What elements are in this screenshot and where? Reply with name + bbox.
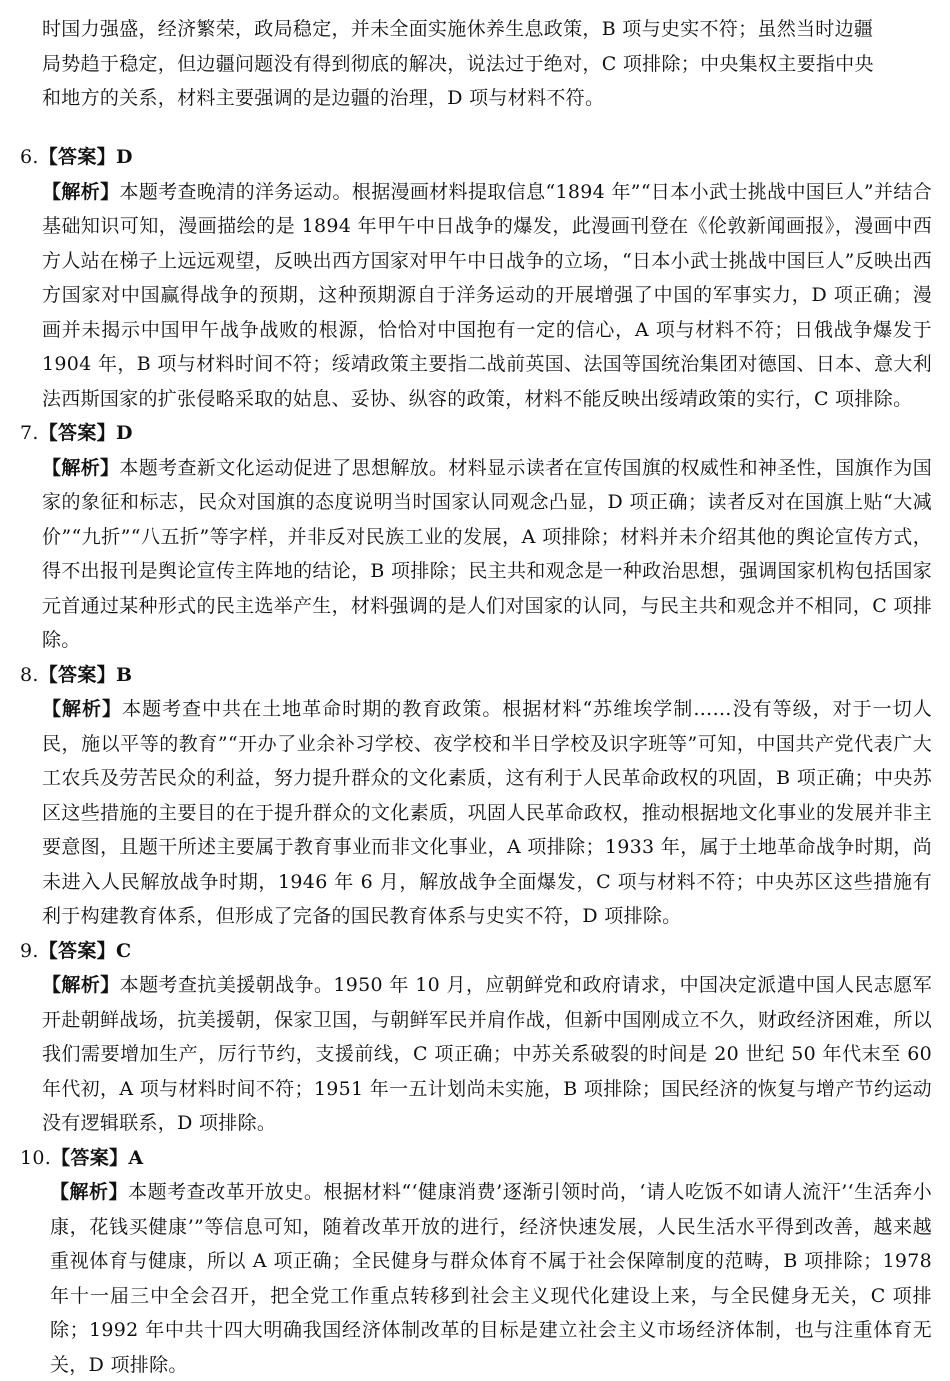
answer-line	[20, 658, 932, 693]
answer-label: 【答案】	[38, 663, 116, 686]
answer-item-10	[20, 1141, 932, 1381]
explanation-text: 本题考查抗美援朝战争。1950 年 10 月，应朝鲜党和政府请求，中国决定派遣中国人民志愿军开赴朝鲜战场，抗美援朝，保家卫国，与朝鲜军民并肩作战，但新中国刚成立不久，财政经济困难，所以我们需要增加生产，厉行节约，支援前线，C 项正确；中苏关系破裂的时间是 20 世纪 50 年代末至 60 年代初，A 项与材料时间不符；1951 年一五计划尚未实施，B 项排除；国民经济的恢复与增产节约运动没有逻辑联系，D 项排除。	[42, 974, 933, 1134]
fragment-line: 局势趋于稳定，但边疆问题没有得到彻底的解决，说法过于绝对，C 项排除；中央集权主要指中央	[42, 52, 874, 75]
explanation	[42, 451, 932, 658]
answer-label: 【答案】	[38, 939, 116, 962]
explanation-label: 【解析】	[42, 974, 120, 996]
explanation	[42, 175, 932, 417]
answer-item-8	[20, 658, 932, 934]
answer-label: 【答案】	[38, 422, 116, 444]
question-number: 6.	[20, 146, 39, 168]
question-number: 9.	[20, 939, 39, 962]
answer-value: D	[115, 422, 133, 444]
explanation-text: 本题考查改革开放史。根据材料“‘健康消费’逐渐引领时尚，‘请人吃饭不如请人流汗’‘生活奔小康，花钱买健康’”等信息可知，随着改革开放的进行，经济快速发展，人民生活水平得到改善，越来越重视体育与健康，所以 A 项正确；全民健身与群众体育不属于社会保障制度的范畴，B 项排除；1978 年十一届三中全会召开，把全党工作重点转移到社会主义现代化建设上来，与全民健身无关，C 项排除；1992 年中共十四大明确我国经济体制改革的目标是建立社会主义市场经济体制，也与注重体育无关，D 项排除。	[50, 1181, 932, 1376]
explanation-label: 【解析】	[42, 698, 123, 720]
explanation-text: 本题考查中共在土地革命时期的教育政策。根据材料“苏维埃学制……没有等级，对于一切人民，施以平等的教育”“开办了业余补习学校、夜学校和半日学校及识字班等”可知，中国共产党代表广大工农兵及劳苦民众的利益，努力提升群众的文化素质，这有利于人民革命政权的巩固，B 项正确；中央苏区这些措施的主要目的在于提升群众的文化素质，巩固人民革命政权，推动根据地文化事业的发展并非主要意图，且题干所述主要属于教育事业而非文化事业，A 项排除；1933 年，属于土地革命战争时期，尚未进入人民解放战争时期，1946 年 6 月，解放战争全面爆发，C 项与材料不符；中央苏区这些措施有利于构建教育体系，但形成了完备的国民教育体系与史实不符，D 项排除。	[42, 698, 933, 927]
question-number: 10.	[20, 1146, 52, 1169]
explanation-label: 【解析】	[50, 1181, 129, 1203]
explanation	[50, 1175, 932, 1381]
explanation	[42, 692, 932, 934]
answer-value: D	[115, 146, 133, 168]
explanation-label: 【解析】	[42, 180, 120, 203]
answer-label: 【答案】	[38, 146, 116, 168]
fragment-line: 和地方的关系，材料主要强调的是边疆的治理，D 项与材料不符。	[42, 87, 605, 109]
answer-value: C	[115, 939, 132, 962]
answer-list	[20, 140, 932, 1381]
previous-item-fragment	[42, 18, 930, 116]
answer-line	[20, 416, 932, 451]
question-number: 7.	[20, 422, 39, 444]
explanation-text: 本题考查新文化运动促进了思想解放。材料显示读者在宣传国旗的权威性和神圣性，国旗作为国家的象征和标志，民众对国旗的态度说明当时国家认同观念凸显，D 项正确；读者反对在国旗上贴“大减价”“九折”“八五折”等字样，并非反对民族工业的发展，A 项排除；材料并未介绍其他的舆论宣传方式，得不出报刊是舆论宣传主阵地的结论，B 项排除；民主共和观念是一种政治思想，强调国家机构包括国家元首通过某种形式的民主选举产生，材料强调的是人们对国家的认同，与民主共和观念并不相同，C 项排除。	[42, 456, 933, 651]
answer-value: A	[128, 1146, 144, 1169]
answer-value: B	[115, 663, 133, 686]
explanation	[42, 968, 932, 1141]
explanation-label: 【解析】	[42, 456, 120, 479]
answer-item-9	[20, 934, 932, 1141]
answer-line	[20, 934, 932, 969]
answer-item-6	[20, 140, 932, 416]
answer-item-7	[20, 416, 932, 658]
answer-label: 【答案】	[51, 1146, 129, 1169]
question-number: 8.	[20, 663, 39, 686]
explanation-text: 本题考查晚清的洋务运动。根据漫画材料提取信息“1894 年”“日本小武士挑战中国巨人”并结合基础知识可知，漫画描绘的是 1894 年甲午中日战争的爆发，此漫画刊登在《伦敦新闻画报》，漫画中西方人站在梯子上远远观望，反映出西方国家对甲午中日战争的立场，“日本小武士挑战中国巨人”反映出西方国家对中国赢得战争的预期，这种预期源自于洋务运动的开展增强了中国的军事实力，D 项正确；漫画并未揭示中国甲午战争战败的根源，恰恰对中国抱有一定的信心，A 项与材料不符；日俄战争爆发于 1904 年，B 项与材料时间不符；绥靖政策主要指二战前英国、法国等国统治集团对德国、日本、意大利法西斯国家的扩张侵略采取的姑息、妥协、纵容的政策，材料不能反映出绥靖政策的实行，C 项排除。	[42, 180, 932, 410]
answer-line	[20, 1141, 932, 1176]
fragment-line: 时国力强盛，经济繁荣，政局稳定，并未全面实施休养生息政策，B 项与史实不符；虽然当时边疆	[42, 18, 874, 40]
answer-line	[20, 140, 932, 175]
